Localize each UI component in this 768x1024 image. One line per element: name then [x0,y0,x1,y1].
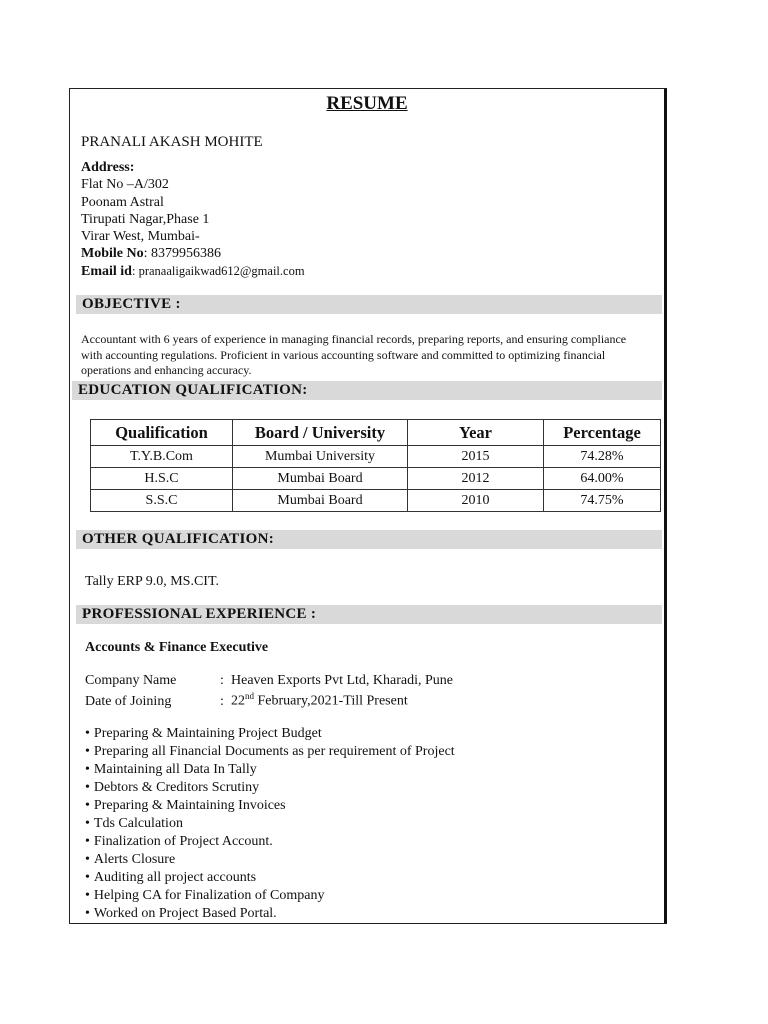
separator: : [220,673,224,688]
cell-percentage: 74.28% [544,446,661,468]
list-item: • Alerts Closure [85,851,455,869]
education-table [90,419,661,512]
list-item: • Preparing & Maintaining Project Budget [85,725,455,743]
company-label: Company Name [85,673,177,688]
joining-day: 22 [231,693,245,709]
list-item: • Helping CA for Finalization of Company [85,887,455,905]
cell-board: Mumbai University [233,446,408,468]
address-line: Virar West, Mumbai- [81,229,200,245]
address-line: Tirupati Nagar,Phase 1 [81,211,210,227]
other-qualification-text: Tally ERP 9.0, MS.CIT. [85,574,219,589]
candidate-name: PRANALI AKASH MOHITE [81,134,263,150]
list-item: • Auditing all project accounts [85,869,455,887]
cell-percentage: 64.00% [544,468,661,490]
email-row [81,263,305,280]
joining-ordinal: nd [245,691,254,701]
cell-qualification: H.S.C [91,468,233,490]
mobile-row [81,245,305,262]
objective-text: Accountant with 6 years of experience in managing financial records, preparing reports, and ensuring compliance with accounting regulations. Proficient in various accounting software and committed to optimizing financial operations and enhancing accuracy. [81,332,627,377]
col-header-year: Year [408,420,544,446]
cell-year: 2010 [408,490,544,512]
cell-board: Mumbai Board [233,468,408,490]
contact-block [81,159,305,280]
table-row [91,490,661,512]
list-item: • Debtors & Creditors Scrutiny [85,779,455,797]
col-header-qualification: Qualification [91,420,233,446]
other-qualification-heading: OTHER QUALIFICATION: [76,530,662,549]
joining-label: Date of Joining [85,693,172,709]
objective-heading: OBJECTIVE : [76,295,662,314]
table-header-row [91,420,661,446]
col-header-percentage: Percentage [544,420,661,446]
list-item: • Preparing all Financial Documents as per requirement of Project [85,743,455,761]
list-item: • Preparing & Maintaining Invoices [85,797,455,815]
company-row [85,673,453,689]
col-header-board: Board / University [233,420,408,446]
cell-qualification: S.S.C [91,490,233,512]
resume-title: RESUME [326,93,408,114]
experience-heading: PROFESSIONAL EXPERIENCE : [76,605,662,624]
address-label: Address: [81,160,135,175]
email-value: : pranaaligaikwad612@gmail.com [131,263,305,278]
cell-percentage: 74.75% [544,490,661,512]
list-item: • Worked on Project Based Portal. [85,905,455,923]
joining-rest: February,2021-Till Present [254,693,408,709]
education-heading: EDUCATION QUALIFICATION: [72,381,662,400]
table-row [91,468,661,490]
responsibilities-list [85,725,455,923]
resume-page [69,88,667,924]
address-line: Poonam Astral [81,194,164,210]
job-title: Accounts & Finance Executive [85,640,269,655]
cell-board: Mumbai Board [233,490,408,512]
cell-year: 2015 [408,446,544,468]
joining-row [85,691,408,710]
address-line: Flat No –A/302 [81,177,169,193]
cell-year: 2012 [408,468,544,490]
list-item: • Tds Calculation [85,815,455,833]
separator: : [220,693,224,709]
list-item: • Finalization of Project Account. [85,833,455,851]
company-value: Heaven Exports Pvt Ltd, Kharadi, Pune [231,673,454,688]
cell-qualification: T.Y.B.Com [91,446,233,468]
list-item: • Maintaining all Data In Tally [85,761,455,779]
mobile-value: : 8379956386 [143,246,221,262]
email-label: Email id [81,263,132,279]
mobile-label: Mobile No [81,246,144,262]
table-row [91,446,661,468]
